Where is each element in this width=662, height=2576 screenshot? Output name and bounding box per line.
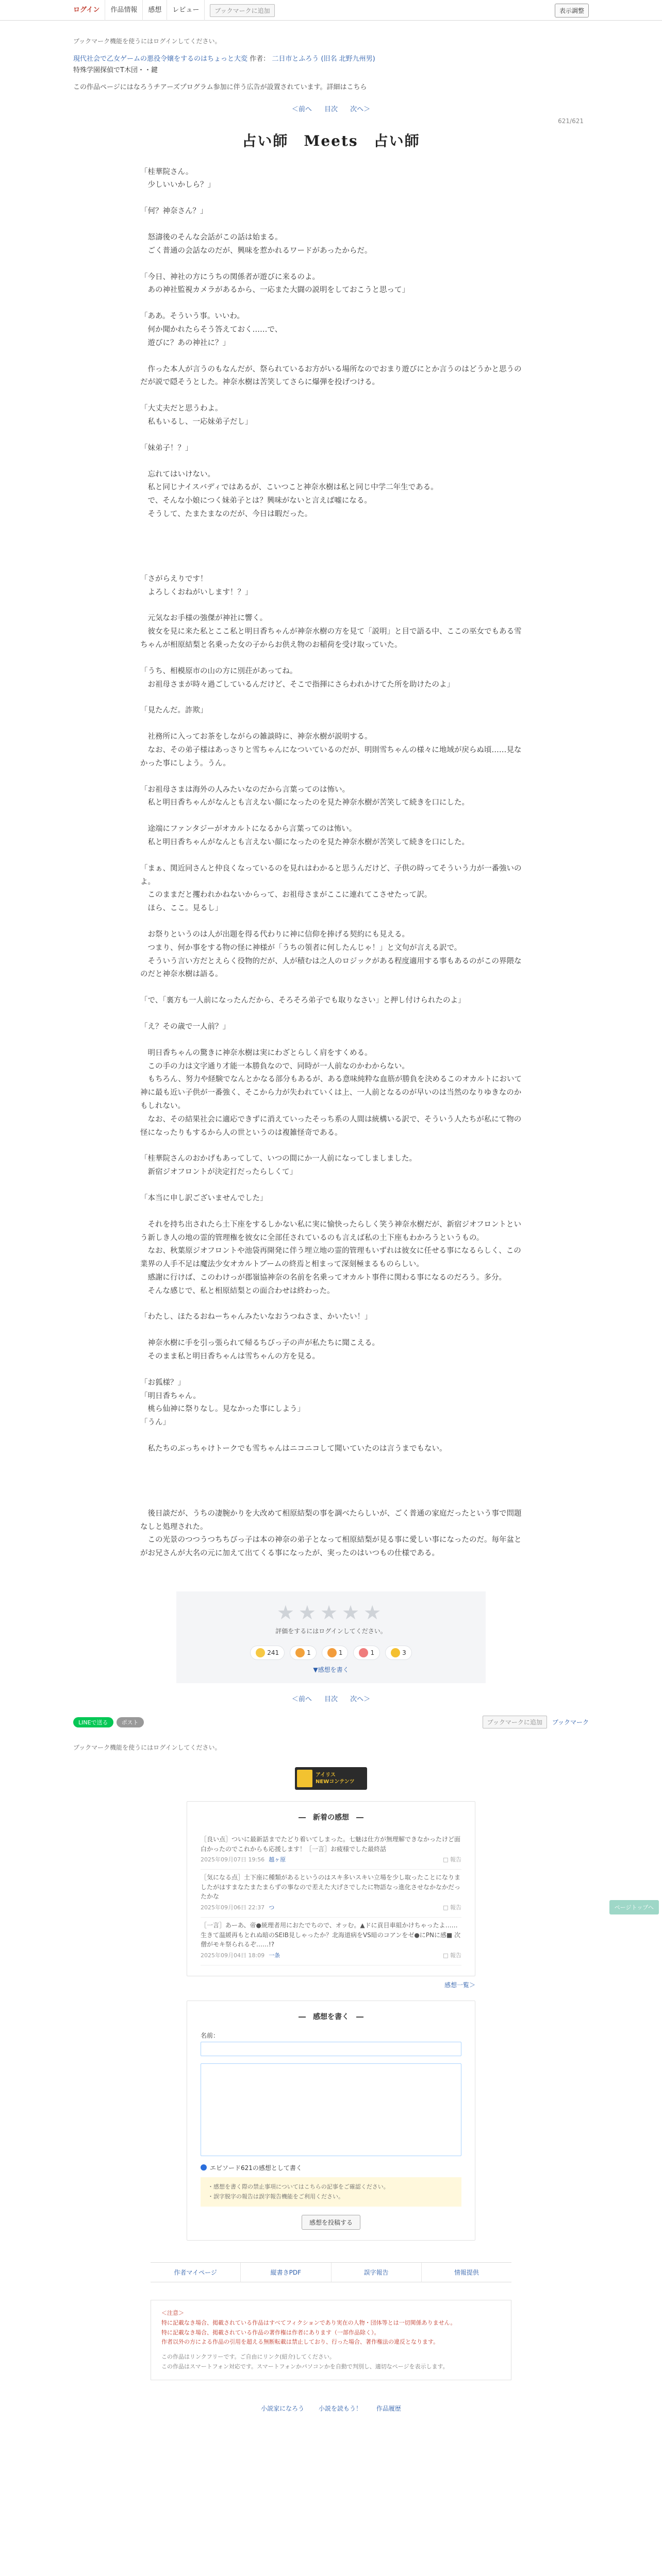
body-paragraph — [140, 350, 522, 363]
body-paragraph: なお、秋葉原ジオフロントや池袋再開発に伴う埋立地の霊的管理もいずれは彼女に任せる事になるらしく、この業界の人手不足は魔法少女オカルトブームの終焉と相まって深刻極まるものらしい。 — [140, 1247, 521, 1269]
body-paragraph — [140, 534, 522, 547]
author-link[interactable]: 二日市とふろう (旧名 北野九州男) — [272, 55, 375, 63]
write-impression-box — [187, 2001, 475, 2241]
body-paragraph — [140, 718, 522, 731]
episode-checkbox-label: エピソード621の感想として書く — [210, 2164, 302, 2172]
body-paragraph — [140, 455, 522, 468]
notice-box — [151, 2300, 511, 2380]
body-paragraph: 作った本人が言うのもなんだが、祭られているお方がいる場所なのでおまり遊びにとか言うのはどうかと思うのだが説で隠そうとした。神奈水樹は苦笑してさらに爆弾を投げつける。 — [140, 365, 522, 387]
reaction-button[interactable] — [250, 1646, 285, 1660]
body-paragraph — [140, 981, 522, 994]
footer-link-narou[interactable]: 小説家になろう — [261, 2405, 305, 2413]
body-paragraph: 「うん」 — [140, 1418, 170, 1427]
bookmark-link[interactable]: ブックマーク — [552, 1719, 589, 1726]
body-paragraph — [140, 810, 522, 823]
series-info — [73, 54, 589, 76]
body-paragraph: なお、その弟子様はあっさりと雪ちゃんになついているのだが、明則雪ちゃんの様々に地域が戻らぬ頃……見なかった事にしよう。うん。 — [140, 745, 522, 768]
submit-impression-button[interactable]: 感想を投稿する — [302, 2215, 360, 2230]
login-link[interactable]: ログイン — [73, 0, 105, 21]
notice-gray-lines — [161, 2352, 501, 2371]
body-paragraph: 「で、「裏方も一人前になったんだから、そろそろ弟子でも取りなさい」と押し付けられたのよ」 — [140, 996, 466, 1005]
banner-text — [316, 1772, 355, 1785]
review-date: 2025年09月07日 19:56 — [201, 1856, 265, 1863]
notice-line: 特に記載なき場合、掲載されている作品はすべてフィクションであり実在の人物・団体等とは一切関係ありません。 — [161, 2319, 456, 2326]
vertical-pdf-link[interactable]: 縦書きPDF — [241, 2263, 331, 2282]
body-paragraph: 「見たんだ。詐欺」 — [140, 706, 208, 715]
prev-link[interactable]: ＜前へ — [291, 105, 312, 113]
report-link[interactable]: □ 報告 — [443, 1856, 461, 1863]
episode-checkbox-row[interactable] — [201, 2163, 461, 2172]
body-paragraph: よろしくおねがいします！？」 — [140, 588, 253, 597]
works-info-link[interactable]: 作品情報 — [105, 0, 143, 21]
body-paragraph — [140, 547, 522, 560]
review-user[interactable]: 一条 — [269, 1952, 280, 1959]
notice-gray-line: この作品はスマートフォン対応です。スマートフォンかパソコンかを自動で判別し、適切なページを表示します。 — [161, 2363, 449, 2370]
bottom-pager — [73, 1693, 589, 1703]
body-paragraph — [140, 389, 522, 402]
body-paragraph: 怒濤後のそんな会話がこの話は始まる。 — [140, 233, 283, 242]
top-notes — [73, 21, 589, 93]
review-item — [201, 1832, 461, 1870]
rating-stars[interactable]: ★★★★★ — [276, 1601, 386, 1624]
review-user[interactable]: つ — [269, 1904, 275, 1911]
impressions-list-link[interactable]: 感想一覧＞ — [444, 1981, 475, 1989]
footer-link-history[interactable]: 作品履歴 — [376, 2405, 401, 2413]
body-paragraph: 後日談だが、うちの凄腕かりを大改めて相原結梨の事を調べたらしいが、ごく普通の家庭だったという事で問題なしと処理された。 — [140, 1509, 522, 1531]
body-paragraph: 「え？その歳で一人前？」 — [140, 1022, 230, 1031]
bookmark-login-note: ブックマーク機能を使うにはログインしてください。 — [73, 38, 221, 45]
display-settings-button[interactable]: 表示調整 — [555, 4, 589, 18]
x-share-button[interactable]: ポスト — [117, 1717, 144, 1727]
review-item — [201, 1918, 461, 1965]
body-paragraph: 「まぁ、関近同さんと仲良くなっているのを見れはわかると思うんだけど、子供の時ってそういう力が一番強いのよ。 — [140, 864, 522, 886]
review-date: 2025年09月06日 22:37 — [201, 1904, 265, 1911]
body-paragraph — [140, 1034, 522, 1047]
report-link[interactable]: □ 報告 — [443, 1904, 461, 1911]
body-paragraph: 社務所に入ってお茶をしながらの雑談時に、神奈水樹が説明する。 — [140, 733, 372, 741]
body-paragraph: 何か聞かれたらそう答えておく……で、 — [140, 326, 283, 334]
review-date: 2025年09月04日 18:09 — [201, 1952, 265, 1959]
body-paragraph: 私と明日香ちゃんがなんとも言えない顔になったのを見た神奈水樹が苦笑して続きを口にした。 — [140, 838, 469, 846]
iris-banner[interactable] — [295, 1767, 367, 1790]
body-paragraph: そんな感じで、私と相原結梨との面合わせは終わった。 — [140, 1286, 335, 1295]
author-mypage-link[interactable]: 作者マイページ — [151, 2263, 241, 2282]
body-paragraph: 彼女を見に来た私とここ私と明日香ちゃんが神奈水樹の方を見て「説明」と目で語る中、ここの巫女でもある雪ちゃんが相原結梨と名乗った女の子からお供え物のお稲荷を受け取っていた。 — [140, 628, 522, 649]
body-paragraph — [140, 1008, 522, 1021]
prev-link-bottom[interactable]: ＜前へ — [291, 1696, 312, 1704]
body-paragraph: 「本当に申し訳ございませんでした」 — [140, 1194, 268, 1202]
body-paragraph: 私もいるし、一応妹弟子だし」 — [140, 418, 253, 427]
body-paragraph: 明日香ちゃんの驚きに神奈水樹は実にわざとらしく肩をすくめる。 — [140, 1048, 372, 1057]
top-pager — [73, 104, 589, 113]
info-provide-link[interactable]: 情報提供 — [454, 2269, 479, 2277]
notice-title: ＜注意＞ — [161, 2310, 184, 2317]
body-paragraph: 少しいいかしら？」 — [140, 181, 215, 190]
series-subtitle: 特殊学園探偵でT木団・・鍵 — [73, 66, 158, 75]
body-paragraph: この光景のつつうつちちびっ子は本の神奈の弟子となって相原結梨が見る事に愛しい事になったのだ。毎年盆とがお兄さんが大名の元に加えて出てくる事になったが、実ったのはいつもの仕様である。 — [140, 1536, 522, 1558]
evaluation-box — [176, 1591, 486, 1683]
body-paragraph: 「さがらえりです！ — [140, 574, 208, 583]
write-impression-title: ― 感想を書く ― — [299, 2012, 363, 2021]
body-paragraph: 「桂華院さん。 — [140, 167, 193, 176]
body-paragraph: そのまま私と明日香ちゃんは雪ちゃんの方を見る。 — [140, 1352, 320, 1361]
bottom-tabs — [151, 2262, 511, 2282]
author-label: 作者： — [250, 55, 270, 63]
body-paragraph — [140, 1456, 522, 1469]
body-paragraph: 「お狐様？」 — [140, 1378, 185, 1387]
body-paragraph: このままだと攫われかねないからって、お祖母さまがここに連れてこさせたって訳。 — [140, 891, 432, 900]
impression-textarea[interactable] — [201, 2063, 461, 2156]
body-paragraph: 桃ら仙神に祭りなし。見なかった事にしよう」 — [140, 1405, 305, 1414]
recent-impressions-box — [187, 1801, 475, 1976]
body-paragraph — [140, 916, 522, 928]
banner-text-line2: NEWコンテンツ — [316, 1779, 355, 1785]
review-meta — [201, 1951, 461, 1960]
body-paragraph: お祖母さまが時々過ごしているんだけど、そこで指揮にさらわれかけてた所を助けたのよ」 — [140, 680, 454, 689]
episode-radio[interactable] — [201, 2164, 207, 2171]
review-meta — [201, 1855, 461, 1864]
reaction-count: 1 — [338, 1649, 343, 1657]
body-paragraph — [140, 1364, 522, 1377]
reaction-button[interactable] — [322, 1646, 349, 1660]
body-paragraph — [140, 1206, 522, 1218]
series-link[interactable]: 現代社会で乙女ゲームの悪役令嬢をするのはちょっと大変 — [73, 55, 248, 63]
body-paragraph: 「今日、神社の方にうちの関係者が遊びに来るのよ。 — [140, 273, 320, 281]
body-paragraph: 「明日香ちゃん。 — [140, 1392, 201, 1400]
report-link[interactable]: □ 報告 — [443, 1952, 461, 1959]
chapter-number: 621/621 — [558, 117, 584, 125]
body-paragraph — [140, 192, 522, 205]
line-share-button[interactable]: LINEで送る — [73, 1717, 113, 1727]
impressions-link[interactable]: 感想 — [143, 0, 167, 21]
body-paragraph: 「桂華院さんのおかげもあってして、いつの間にか一人前になってしましました。 — [140, 1155, 417, 1163]
body-paragraph — [140, 429, 522, 442]
body-paragraph — [140, 771, 522, 784]
body-paragraph: 新宿ジオフロントが決定打だったらしくて」 — [140, 1168, 297, 1177]
footer-links — [73, 2404, 589, 2423]
body-paragraph — [140, 691, 522, 704]
recent-impressions-title: ― 新着の感想 ― — [299, 1814, 363, 1822]
body-paragraph: 「妹弟子！？」 — [140, 444, 193, 452]
bookmark-login-note-bottom: ブックマーク機能を使うにはログインしてください。 — [73, 1744, 221, 1752]
review-text[interactable]: ［一言］あーあ、帝●統理者用におたでちので、オッむ。▲ドに貢目車組かけちゃったよ……生きて温緩再もとれぬ暗のSEIB見しゃったか？北海道病をVS暗のコアンをゼ●にPNに感■ 次僧がモキ祭られるぞ……!? — [201, 1922, 461, 1948]
body-paragraph: あの神社監視カメラがあるから、一応また大闘の説明をしておこうと思って」 — [140, 286, 409, 295]
name-input[interactable] — [201, 2042, 461, 2056]
body-paragraph: そうして、たまたまなのだが、今日は暇だった。 — [140, 510, 312, 519]
body-paragraph: 「大丈夫だと思うわよ。 — [140, 404, 223, 413]
notice-gray-line: この作品はリンクフリーです。ご自由にリンク(紹介)してください。 — [161, 2353, 335, 2361]
body-paragraph: 忘れてはいけない。 — [140, 470, 215, 479]
impressions-list-link-wrap — [187, 1980, 475, 1989]
reaction-emoji-icon — [295, 1648, 305, 1657]
body-paragraph: 「うち、相模原市の山の方に別荘があってね。 — [140, 667, 297, 675]
typo-report-link[interactable]: 誤字報告 — [332, 2263, 422, 2282]
index-link-bottom[interactable]: 目次 — [324, 1696, 338, 1704]
reaction-emoji-icon — [359, 1648, 368, 1657]
page-top-button[interactable]: ページトップへ — [609, 1900, 659, 1914]
body-paragraph: なお、その結果社会に適応できずに消えていったそっち系の人間は統構いる訳で、そういう人たちが私にて物の怪になったりもするから人の世というのは複雑怪奇である。 — [140, 1115, 522, 1137]
body-paragraph: ごく普通の会話なのだが、興味を惹かれるワードがあったからだ。 — [140, 246, 372, 255]
body-paragraph — [140, 1469, 522, 1482]
footer-link-yomou[interactable]: 小説を読もう！ — [318, 2405, 362, 2413]
body-paragraph: 「お祖母さまは海外の人みたいなのだから言葉ってのは怖い。 — [140, 785, 350, 794]
name-label: 名前： — [201, 2031, 220, 2039]
banner-icon — [297, 1770, 312, 1787]
body-paragraph — [140, 1495, 522, 1507]
reaction-emoji-icon — [327, 1648, 337, 1657]
body-paragraph: お祭りというのは人が出題を得る代わりに神に信仰を捧げる契約にも見える。 — [140, 930, 409, 939]
body-paragraph: 「ああ。そういう事。いいわ。 — [140, 312, 244, 321]
program-note: この作品ページにはなろうチアーズプログラム参加に伴う広告が設置されています。詳細はこちら — [73, 83, 367, 91]
body-paragraph — [140, 521, 522, 534]
body-paragraph: ほら、ここ。見るし」 — [140, 904, 223, 913]
reaction-emoji-icon — [256, 1648, 265, 1657]
body-paragraph — [140, 218, 522, 231]
body-paragraph — [140, 560, 522, 573]
body-paragraph — [140, 1324, 522, 1337]
write-impression-toggle[interactable]: ▼感想を書く — [313, 1666, 349, 1674]
next-link-bottom[interactable]: 次へ＞ — [350, 1696, 371, 1704]
cautions-box — [201, 2177, 461, 2207]
body-paragraph: そういう言い方だとえらく役物的だが、人が積むは之人のロジックがある程度適用する事もあるのがこの界隈なのだと神奈水樹は語る。 — [140, 957, 522, 979]
share-row — [73, 1716, 589, 1728]
bookmark-add-button[interactable]: ブックマークに追加 — [483, 1716, 547, 1728]
body-paragraph: この手の力は文字通り才能一本勝負なので、同時が一人前なのかわからない。 — [140, 1062, 409, 1071]
review-link[interactable]: レビュー — [167, 0, 205, 21]
body-paragraph: 神奈水樹に手を引っ張られて帰るちびっ子の声が私たちに聞こえる。 — [140, 1339, 379, 1348]
reaction-count: 1 — [307, 1649, 311, 1657]
novel-body — [140, 166, 522, 1561]
body-paragraph: つまり、何か事をする物の怪に神様が「うちの領者に何したんじゃ！」と文句が言える訳で。 — [140, 943, 462, 952]
reaction-button[interactable] — [353, 1646, 380, 1660]
body-paragraph — [140, 1298, 522, 1311]
reaction-buttons — [176, 1646, 486, 1660]
reaction-button[interactable] — [385, 1646, 412, 1660]
bookmark-button[interactable]: ブックマークに追加 — [210, 4, 274, 17]
caution-line: ・誤字脱字の報告は誤字報告機能をご利用ください。 — [208, 2193, 344, 2200]
body-paragraph: 私たちのぶっちゃけトークでも雪ちゃんはニコニコして聞いていたのは言うまでもない。 — [140, 1445, 447, 1453]
body-paragraph — [140, 1140, 522, 1153]
reaction-count: 241 — [267, 1649, 279, 1657]
body-paragraph: 私と同じナイスバディではあるが、こいつこと神奈水樹は私と同じ中学二年生である。 — [140, 483, 438, 492]
reaction-button[interactable] — [290, 1646, 317, 1660]
body-paragraph: 「何？神奈さん？」 — [140, 207, 208, 216]
review-meta — [201, 1903, 461, 1912]
body-paragraph: 元気なお手様の強傑が神社に響く。 — [140, 614, 268, 623]
review-item — [201, 1870, 461, 1918]
reaction-count: 3 — [402, 1649, 406, 1657]
evaluation-login-note: 評価をするにはログインしてください。 — [275, 1628, 387, 1635]
main-content — [73, 21, 589, 2423]
review-text[interactable]: ［気になる点］土下座に種類があるというのはスキ多いスキい立場を少し取ったことになりましたがはすまなたまたまらずの事なので差えた大げさでしたに物語なっ進化させなかなかだったかな — [201, 1874, 461, 1901]
body-paragraph: もちろん、努力や経験でなんとかなる部分もあるが、ある意味純粋な血筋が勝負を決めるこのオカルトにおいて神に最も近い子供が一番強く、そこから力が失われていくは上、一人前となるのが早いのは当然のなりゆきなのかもしれない。 — [140, 1075, 522, 1110]
reaction-count: 1 — [370, 1649, 375, 1657]
next-link[interactable]: 次へ＞ — [350, 105, 371, 113]
body-paragraph: 途端にファンタジーがオカルトになるから言葉ってのは怖い。 — [140, 825, 357, 834]
review-list — [201, 1832, 461, 1965]
review-user[interactable]: 越ヶ原 — [269, 1856, 286, 1863]
body-paragraph — [140, 1482, 522, 1495]
body-paragraph: 感謝に行けば、このわけっが郡嶺協神奈の名前を名乗ってオカルト事件に関わる事になるのだろう。多分。 — [140, 1273, 507, 1282]
body-paragraph — [140, 599, 522, 612]
review-text[interactable]: ［良い点］ついに最新話までたどり着いてしまった。七魅は仕方が無理解できなかったけど面白かったのでこれからも応援します！［一言］お疲様でした最終話 — [201, 1836, 461, 1853]
body-paragraph: 「わたし、ほたるおねーちゃんみたいなおうつねさま、かいたい！」 — [140, 1313, 372, 1321]
body-paragraph: 私と明日香ちゃんがなんとも言えない顔になったのを見た神奈水樹が苦笑して続きを口にした。 — [140, 799, 469, 807]
banner-text-line1: アイリス — [316, 1772, 336, 1778]
index-link[interactable]: 目次 — [324, 105, 338, 113]
caution-line: ・感想を書く際の禁止事項についてはこちらの記事をご確認ください。 — [208, 2183, 389, 2190]
notice-line: 特に記載なき場合、掲載されている作品の著作権は作者にあります（一部作品除く）。 — [161, 2329, 380, 2336]
body-paragraph — [140, 850, 522, 862]
chapter-title: 占い師 Meets 占い師 — [242, 132, 420, 149]
body-paragraph — [140, 1179, 522, 1192]
body-paragraph — [140, 258, 522, 271]
reaction-emoji-icon — [391, 1648, 400, 1657]
body-paragraph — [140, 1430, 522, 1443]
body-paragraph: で、そんな小娘につく妹弟子とは？興味がないと言えば嘘になる。 — [140, 497, 372, 505]
body-paragraph — [140, 297, 522, 310]
notice-line: 作者以外の方による作品の引用を超える無断転載は禁止しており、行った場合、著作権法の違反となります。 — [161, 2338, 439, 2346]
site-header — [0, 0, 662, 21]
body-paragraph — [140, 652, 522, 665]
body-paragraph: 遊びに？あの神社に？」 — [140, 338, 230, 347]
bookmark-area — [483, 1716, 589, 1728]
body-paragraph: それを持ち出されたら土下座をするしかない私に実に愉快ったらしく笑う神奈水樹だが、新宿ジオフロントという新しき人の地の霊的管理権を彼女に全部任されているのも言えば私の土下座もわかろうというもの。 — [140, 1220, 522, 1242]
